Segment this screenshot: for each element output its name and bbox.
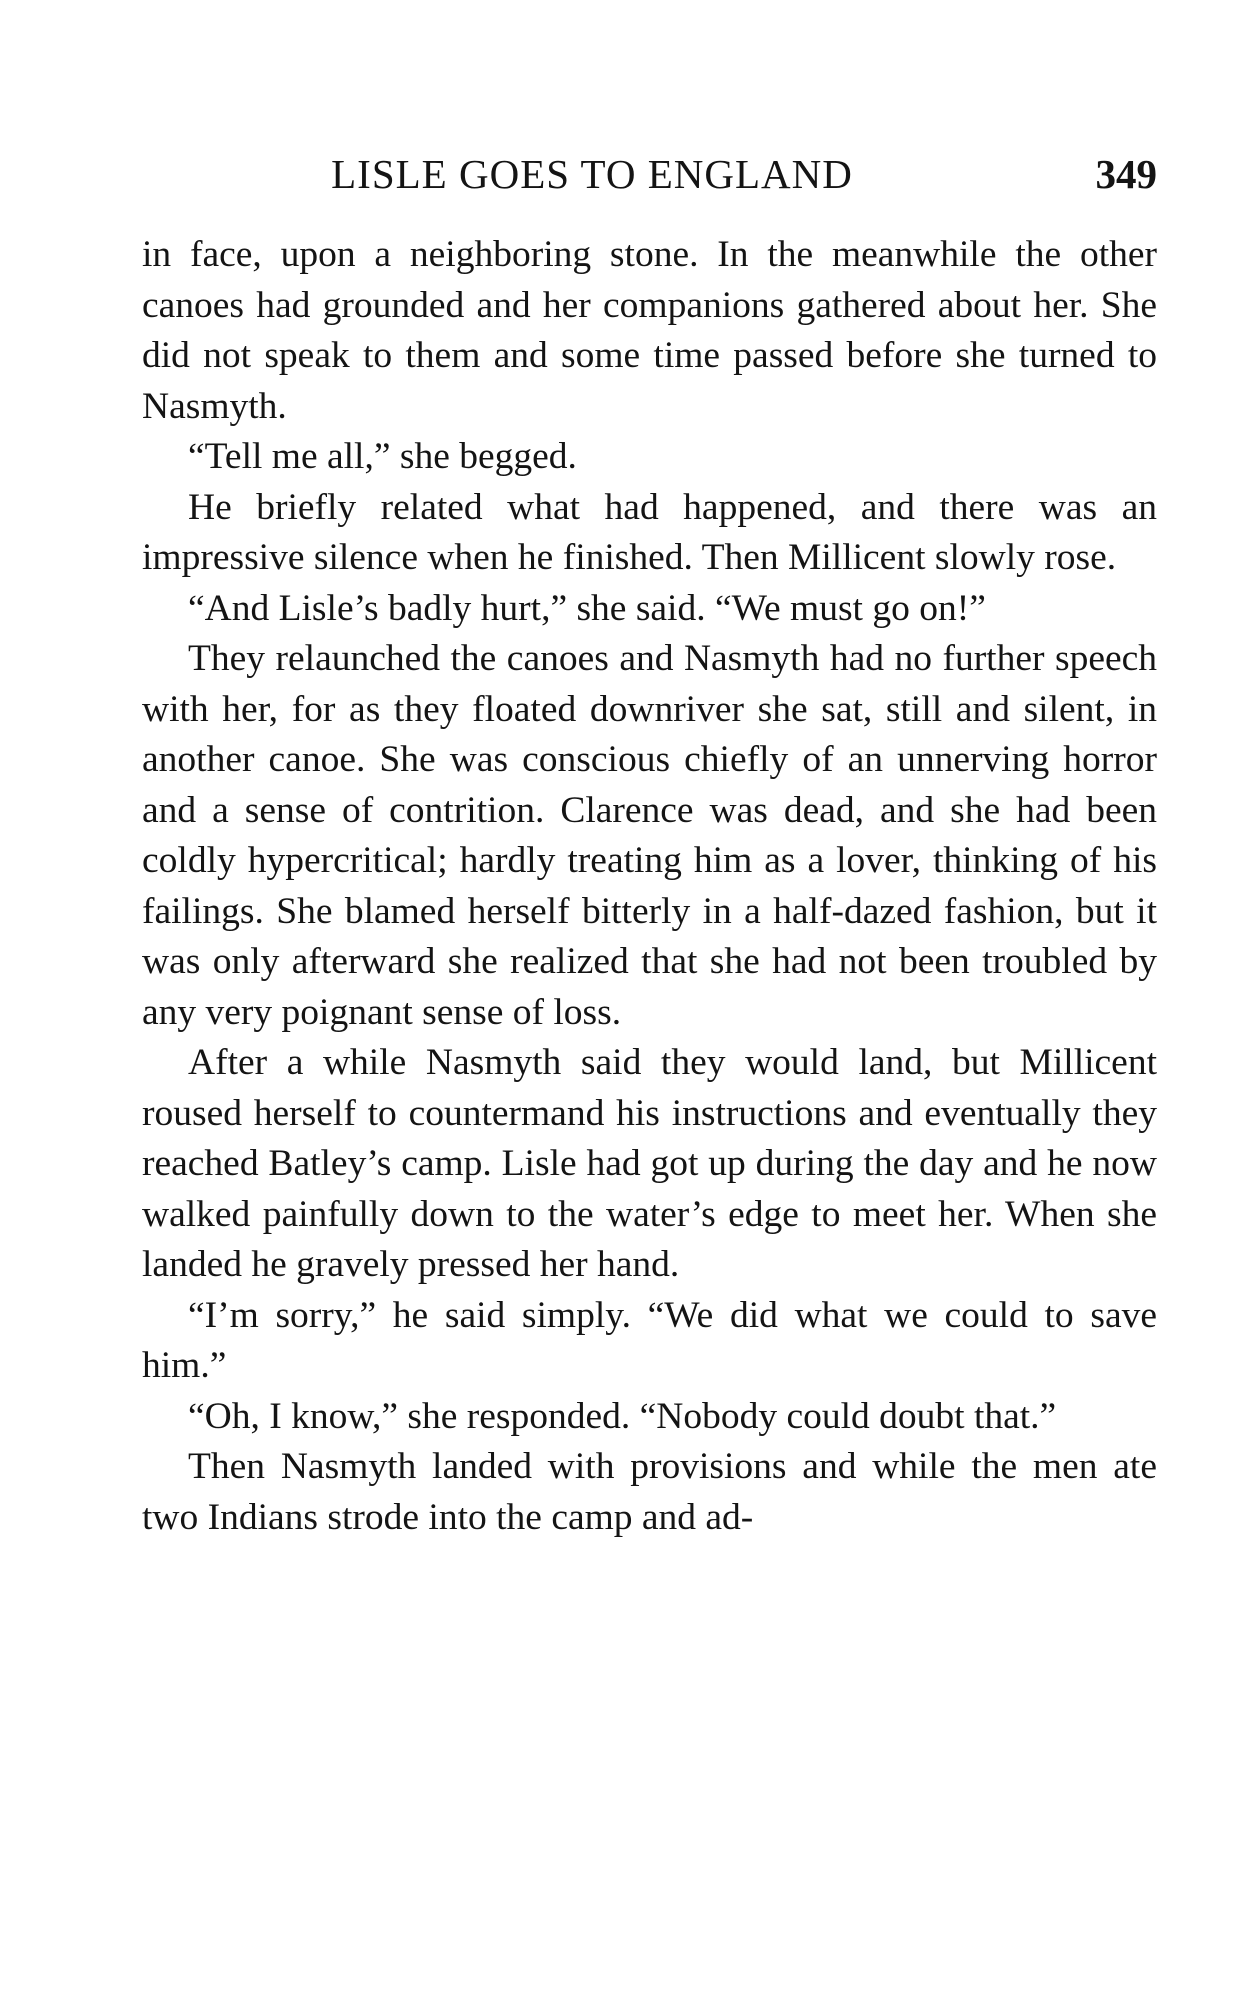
paragraph: After a while Nasmyth said they would land, but Millicent roused herself to countermand his instructions and eventually they reached Batley’s camp. Lisle had got up during the day and he now walked painfully down to the water’s edge to meet her. When she landed he gravely pressed her hand. [142,1042,1157,1285]
paragraph: Then Nasmyth landed with provisions and while the men ate two Indians strode into the camp and ad- [142,1446,1157,1538]
paragraph: “Oh, I know,” she responded. “Nobody could doubt that.” [188,1395,1057,1437]
paragraph: He briefly related what had happened, and there was an impressive silence when he finished. Then Millicent slowly rose. [142,486,1157,578]
running-head [142,150,1157,208]
paragraph: “Tell me all,” she begged. [188,436,577,477]
paragraph-continued: in face, upon a neighboring stone. In the meanwhile the other canoes had grounded and her companions gathered about her. She did not speak to them and some time passed before she turned to Nasmyth. [142,234,1157,427]
paragraph: “And Lisle’s badly hurt,” she said. “We must go on!” [188,587,986,629]
running-title: LISLE GOES TO ENGLAND [331,151,853,197]
paragraph: “I’m sorry,” he said simply. “We did what we could to save him.” [142,1294,1157,1386]
page-number: 349 [1095,151,1157,197]
book-page [142,150,1157,1543]
body-text [142,230,1157,1543]
paragraph: They relaunched the canoes and Nasmyth had no further speech with her, for as they floated downriver she sat, still and silent, in another canoe. She was conscious chiefly of an unnerving horror and a sense of contrition. Clarence was dead, and she had been coldly hypercritical; hardly treating him as a lover, thinking of his failings. She blamed herself bitterly in a half-dazed fashion, but it was only afterward she realized that she had not been troubled by any very poignant sense of loss. [142,638,1157,1033]
